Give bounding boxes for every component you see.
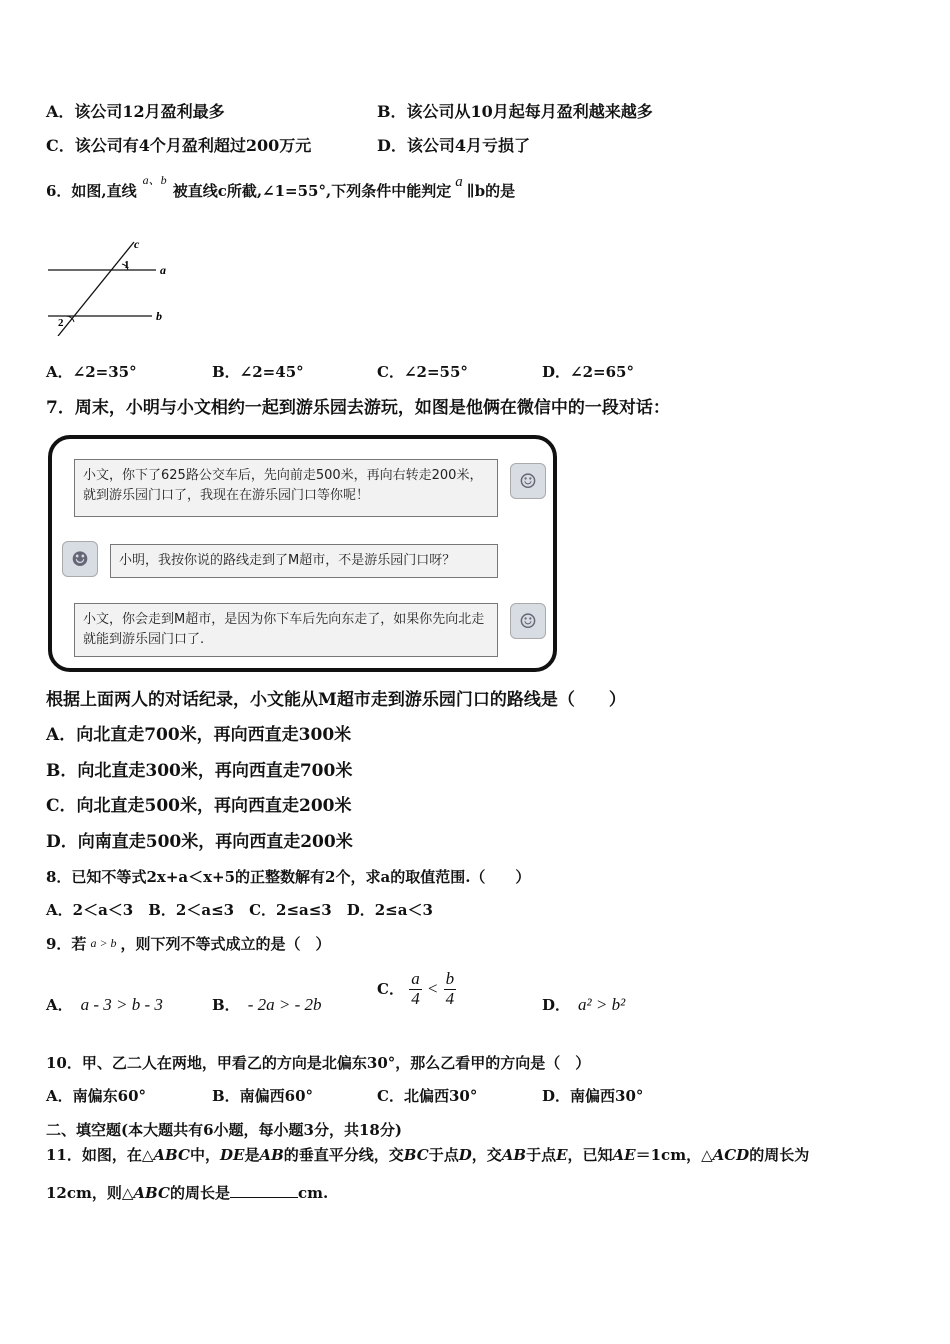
q10-option-a: A．南偏东60° — [46, 1087, 147, 1105]
q11-t4: 的垂直平分线，交 — [283, 1146, 404, 1164]
q10-option-d: D．南偏西30° — [542, 1087, 644, 1105]
q9-stem — [46, 935, 331, 953]
q7-option-d: D．向南直走500米，再向西直走200米 — [46, 832, 353, 852]
section-2-heading: 二、填空题(本大题共有6小题，每小题3分，共18分) — [46, 1121, 402, 1139]
q9-option-b — [212, 995, 321, 1015]
q11-t2: 中， — [189, 1146, 220, 1164]
q11-answer-blank[interactable] — [230, 1183, 298, 1198]
q6-option-a: A．∠2=35° — [46, 363, 137, 381]
label-1: 1 — [124, 259, 130, 271]
q7-option-b: B．向北直走300米，再向西直走700米 — [46, 761, 353, 781]
q11-d: D — [458, 1146, 472, 1164]
q6-angle: ∠1=55°,下列条件中能判定 — [262, 182, 452, 200]
q9-c-frac1 — [409, 970, 422, 1008]
q11-abc: ABC — [153, 1146, 190, 1164]
q7-option-a: A．向北直走700米，再向西直走300米 — [46, 725, 352, 745]
q11-line1 — [46, 1146, 809, 1164]
q5-option-d: D．该公司4月亏损了 — [377, 136, 531, 155]
q9-a-expr: a - 3 > b - 3 — [80, 995, 163, 1014]
q6-prefix: 6．如图,直线 — [46, 182, 137, 200]
q11-t8: ，已知 — [567, 1146, 613, 1164]
q9-condition: a > b — [90, 936, 117, 950]
q10-stem: 10．甲、乙二人在两地，甲看乙的方向是北偏东30°，那么乙看甲的方向是（ ） — [46, 1054, 591, 1072]
q9-b-expr: - 2a > - 2b — [247, 995, 322, 1014]
q9-a-label: A． — [46, 996, 73, 1014]
q9-d-label: D． — [542, 996, 571, 1014]
q10-option-c: C．北偏西30° — [377, 1087, 478, 1105]
q7-question: 根据上面两人的对话纪录，小文能从M超市走到游乐园门口的路线是（ ） — [46, 690, 626, 710]
line-c — [58, 242, 134, 336]
q9-c-lt: < — [426, 978, 439, 998]
label-2: 2 — [58, 317, 64, 329]
q11-t13: cm. — [297, 1184, 329, 1202]
q11-acd: ACD — [712, 1146, 750, 1164]
q5-option-a: A．该公司12月盈利最多 — [46, 102, 225, 121]
label-b: b — [156, 309, 162, 323]
q11-t3: 是 — [244, 1146, 260, 1164]
q9-c-den2: 4 — [445, 988, 455, 1008]
q10-option-b: B．南偏西60° — [212, 1087, 314, 1105]
q11-t11: 12cm，则△ — [46, 1184, 134, 1202]
q11-de: DE — [219, 1146, 245, 1164]
q8-stem: 8．已知不等式2x+a＜x+5的正整数解有2个，求a的取值范围.（ ） — [46, 868, 531, 886]
q11-bc: BC — [403, 1146, 429, 1164]
q9-d-expr: a² > b² — [578, 995, 626, 1014]
q6-option-b: B．∠2=45° — [212, 363, 304, 381]
label-c: c — [134, 237, 140, 251]
q7-chat-figure — [48, 435, 557, 672]
q6-mid: 被直线c所截, — [172, 182, 263, 200]
q6-suffix: ∥b的是 — [466, 182, 516, 200]
q9-c-num2: b — [445, 969, 455, 988]
q7-stem: 7．周末，小明与小文相约一起到游乐园去游玩，如图是他俩在微信中的一段对话： — [46, 398, 670, 418]
q9-option-d — [542, 995, 625, 1015]
q11-ab2: AB — [501, 1146, 527, 1164]
q11-ae: AE — [612, 1146, 636, 1164]
q11-t12: 的周长是 — [169, 1184, 230, 1202]
q11-abc2: ABC — [133, 1184, 170, 1202]
q9-c-num1: a — [411, 969, 420, 988]
label-a: a — [160, 263, 166, 277]
q11-ab: AB — [259, 1146, 284, 1164]
chat-bubble-3: 小文，你会走到M超市，是因为你下车后先向东走了，如果你先向北走就能到游乐园门口了. — [74, 603, 498, 657]
q5-option-c: C．该公司有4个月盈利超过200万元 — [46, 136, 312, 155]
chat-bubble-1: 小文，你下了625路公交车后，先向前走500米，再向右转走200米，就到游乐园门口了，我现在在游乐园门口等你呢！ — [74, 459, 498, 517]
q11-t6: ，交 — [471, 1146, 502, 1164]
q11-t1: 11．如图，在△ — [46, 1146, 154, 1164]
avatar-xiaoming-icon: ☺ — [510, 463, 546, 499]
q11-t7: 于点 — [526, 1146, 557, 1164]
q7-option-c: C．向北直走500米，再向西直走200米 — [46, 796, 352, 816]
q6-ab: a、b — [142, 173, 167, 187]
q9-option-c — [377, 970, 456, 1008]
q9-suffix: ，则下列不等式成立的是（ ） — [120, 935, 331, 953]
q9-b-label: B． — [212, 996, 240, 1014]
q11-e: E — [556, 1146, 568, 1164]
q6-option-d: D．∠2=65° — [542, 363, 634, 381]
q11-line2 — [46, 1183, 328, 1202]
q9-c-den1: 4 — [411, 988, 420, 1008]
avatar-xiaoming-icon-2: ☺ — [510, 603, 546, 639]
q6-option-c: C．∠2=55° — [377, 363, 468, 381]
avatar-xiaowen-icon: ☻ — [62, 541, 98, 577]
q11-t5: 于点 — [428, 1146, 459, 1164]
q6-stem — [46, 173, 516, 201]
q8-options: A．2＜a＜3 B．2＜a≤3 C．2≤a≤3 D．2≤a＜3 — [46, 901, 433, 919]
q9-prefix: 9．若 — [46, 935, 87, 953]
chat-bubble-2: 小明，我按你说的路线走到了M超市，不是游乐园门口呀？ — [110, 544, 498, 578]
q5-option-b: B．该公司从10月起每月盈利越来越多 — [377, 102, 653, 121]
q9-option-a — [46, 995, 163, 1015]
q6-a: a — [455, 174, 463, 190]
q11-t9: ＝1cm，△ — [635, 1146, 713, 1164]
q11-t10: 的周长为 — [749, 1146, 810, 1164]
q9-c-label: C． — [377, 980, 404, 999]
q6-figure — [44, 236, 174, 336]
q9-c-frac2 — [444, 970, 457, 1008]
